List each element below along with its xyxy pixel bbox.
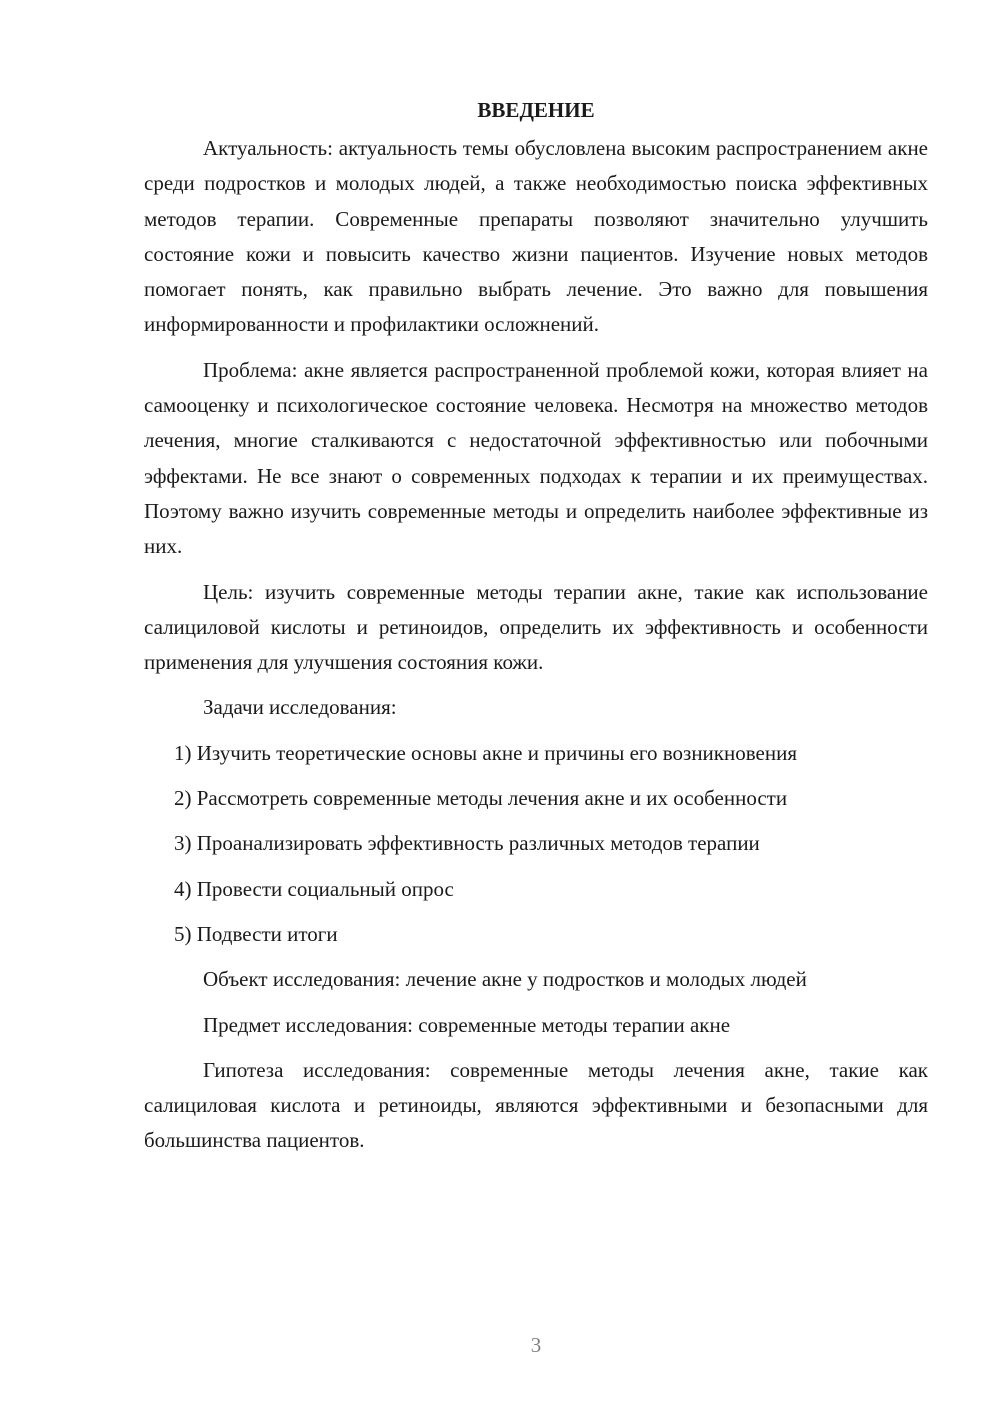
list-item: 2) Рассмотреть современные методы лечения акне и их особенности bbox=[174, 786, 788, 811]
list-item: 4) Провести социальный опрос bbox=[174, 876, 454, 901]
relevance-paragraph: Актуальность: актуальность темы обусловлена высоким распространением акне среди подростков и молодых людей, а также необходимостью поиска эффективных методов терапии. Современные препараты позволяют значительно улучшить состояние кожи и повысить качество жизни пациентов. Изучение новых методов помогает понять, как правильно выбрать лечение. Это важно для повышения информированности и профилактики осложнений. bbox=[144, 136, 928, 337]
research-subject: Предмет исследования: современные методы терапии акне bbox=[203, 1012, 731, 1037]
list-item: 3) Проанализировать эффективность различных методов терапии bbox=[174, 831, 760, 856]
page-number: 3 bbox=[530, 1333, 542, 1357]
tasks-list bbox=[144, 736, 928, 952]
page-title: ВВЕДЕНИЕ bbox=[477, 98, 595, 122]
list-item: 5) Подвести итоги bbox=[174, 921, 338, 946]
goal-paragraph: Цель: изучить современные методы терапии акне, такие как использование салициловой кислоты и ретиноидов, определить их эффективность и особенности применения для улучшения состояния кожи. bbox=[144, 579, 928, 675]
tasks-heading: Задачи исследования: bbox=[203, 695, 397, 720]
problem-paragraph: Проблема: акне является распространенной проблемой кожи, которая влияет на самооценку и психологическое состояние человека. Несмотря на множество методов лечения, многие сталкиваются с недостаточной эффективностью или побочными эффектами. Не все знают о современных подходах к терапии и их преимуществах. Поэтому важно изучить современные методы и определить наиболее эффективные из них. bbox=[144, 357, 928, 559]
hypothesis-paragraph: Гипотеза исследования: современные методы лечения акне, такие как салициловая кислота и ретиноиды, являются эффективными и безопасными для большинства пациентов. bbox=[144, 1057, 928, 1153]
document-page bbox=[144, 95, 928, 1169]
list-item: 1) Изучить теоретические основы акне и причины его возникновения bbox=[174, 740, 797, 765]
research-object: Объект исследования: лечение акне у подростков и молодых людей bbox=[203, 967, 807, 992]
